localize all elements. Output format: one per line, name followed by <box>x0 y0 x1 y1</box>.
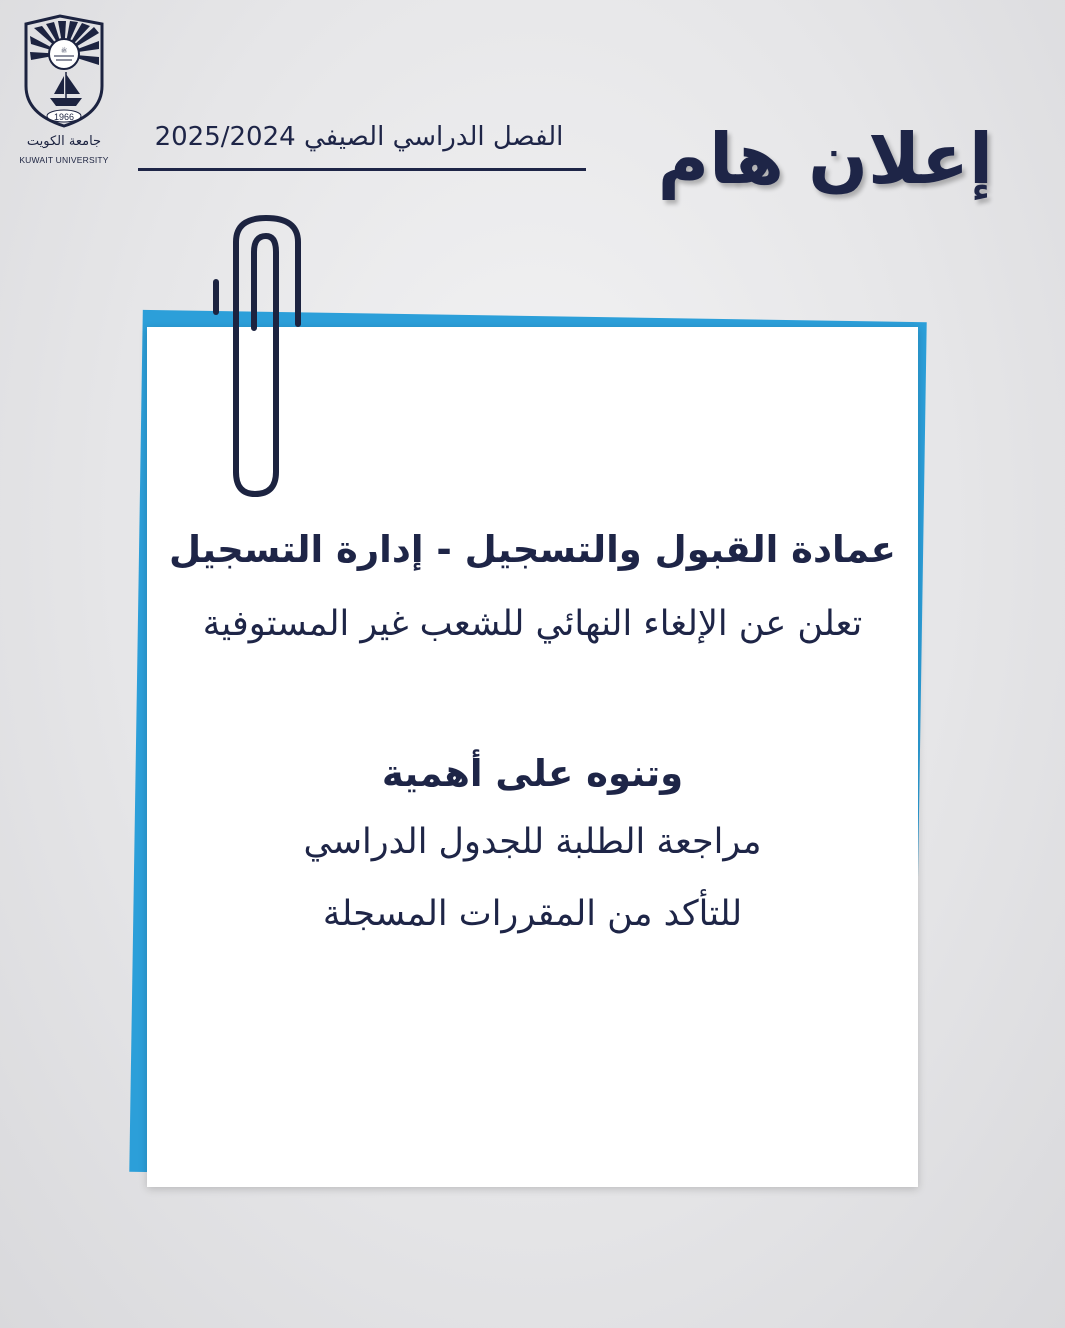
announcement-line-1: عمادة القبول والتسجيل - إدارة التسجيل <box>169 528 896 571</box>
paperclip-icon <box>206 212 316 502</box>
announcement-line-5: للتأكد من المقررات المسجلة <box>322 894 743 934</box>
logo-english-name: KUWAIT UNIVERSITY <box>19 155 109 165</box>
announcement-line-3: وتنوه على أهمية <box>381 752 684 795</box>
university-logo <box>14 14 114 174</box>
announcement-line-4: مراجعة الطلبة للجدول الدراسي <box>303 822 762 862</box>
announcement-line-2: تعلن عن الإلغاء النهائي للشعب غير المستوفية <box>202 604 863 644</box>
term-title: الفصل الدراسي الصيفي 2025/2024 <box>154 122 564 152</box>
announcement-title: إعلان هام <box>657 118 993 200</box>
logo-arabic-name: جامعة الكويت <box>26 134 102 149</box>
term-underline <box>138 168 586 171</box>
svg-text:ﷺ: ﷺ <box>60 48 68 54</box>
logo-year: 1966 <box>53 112 75 122</box>
